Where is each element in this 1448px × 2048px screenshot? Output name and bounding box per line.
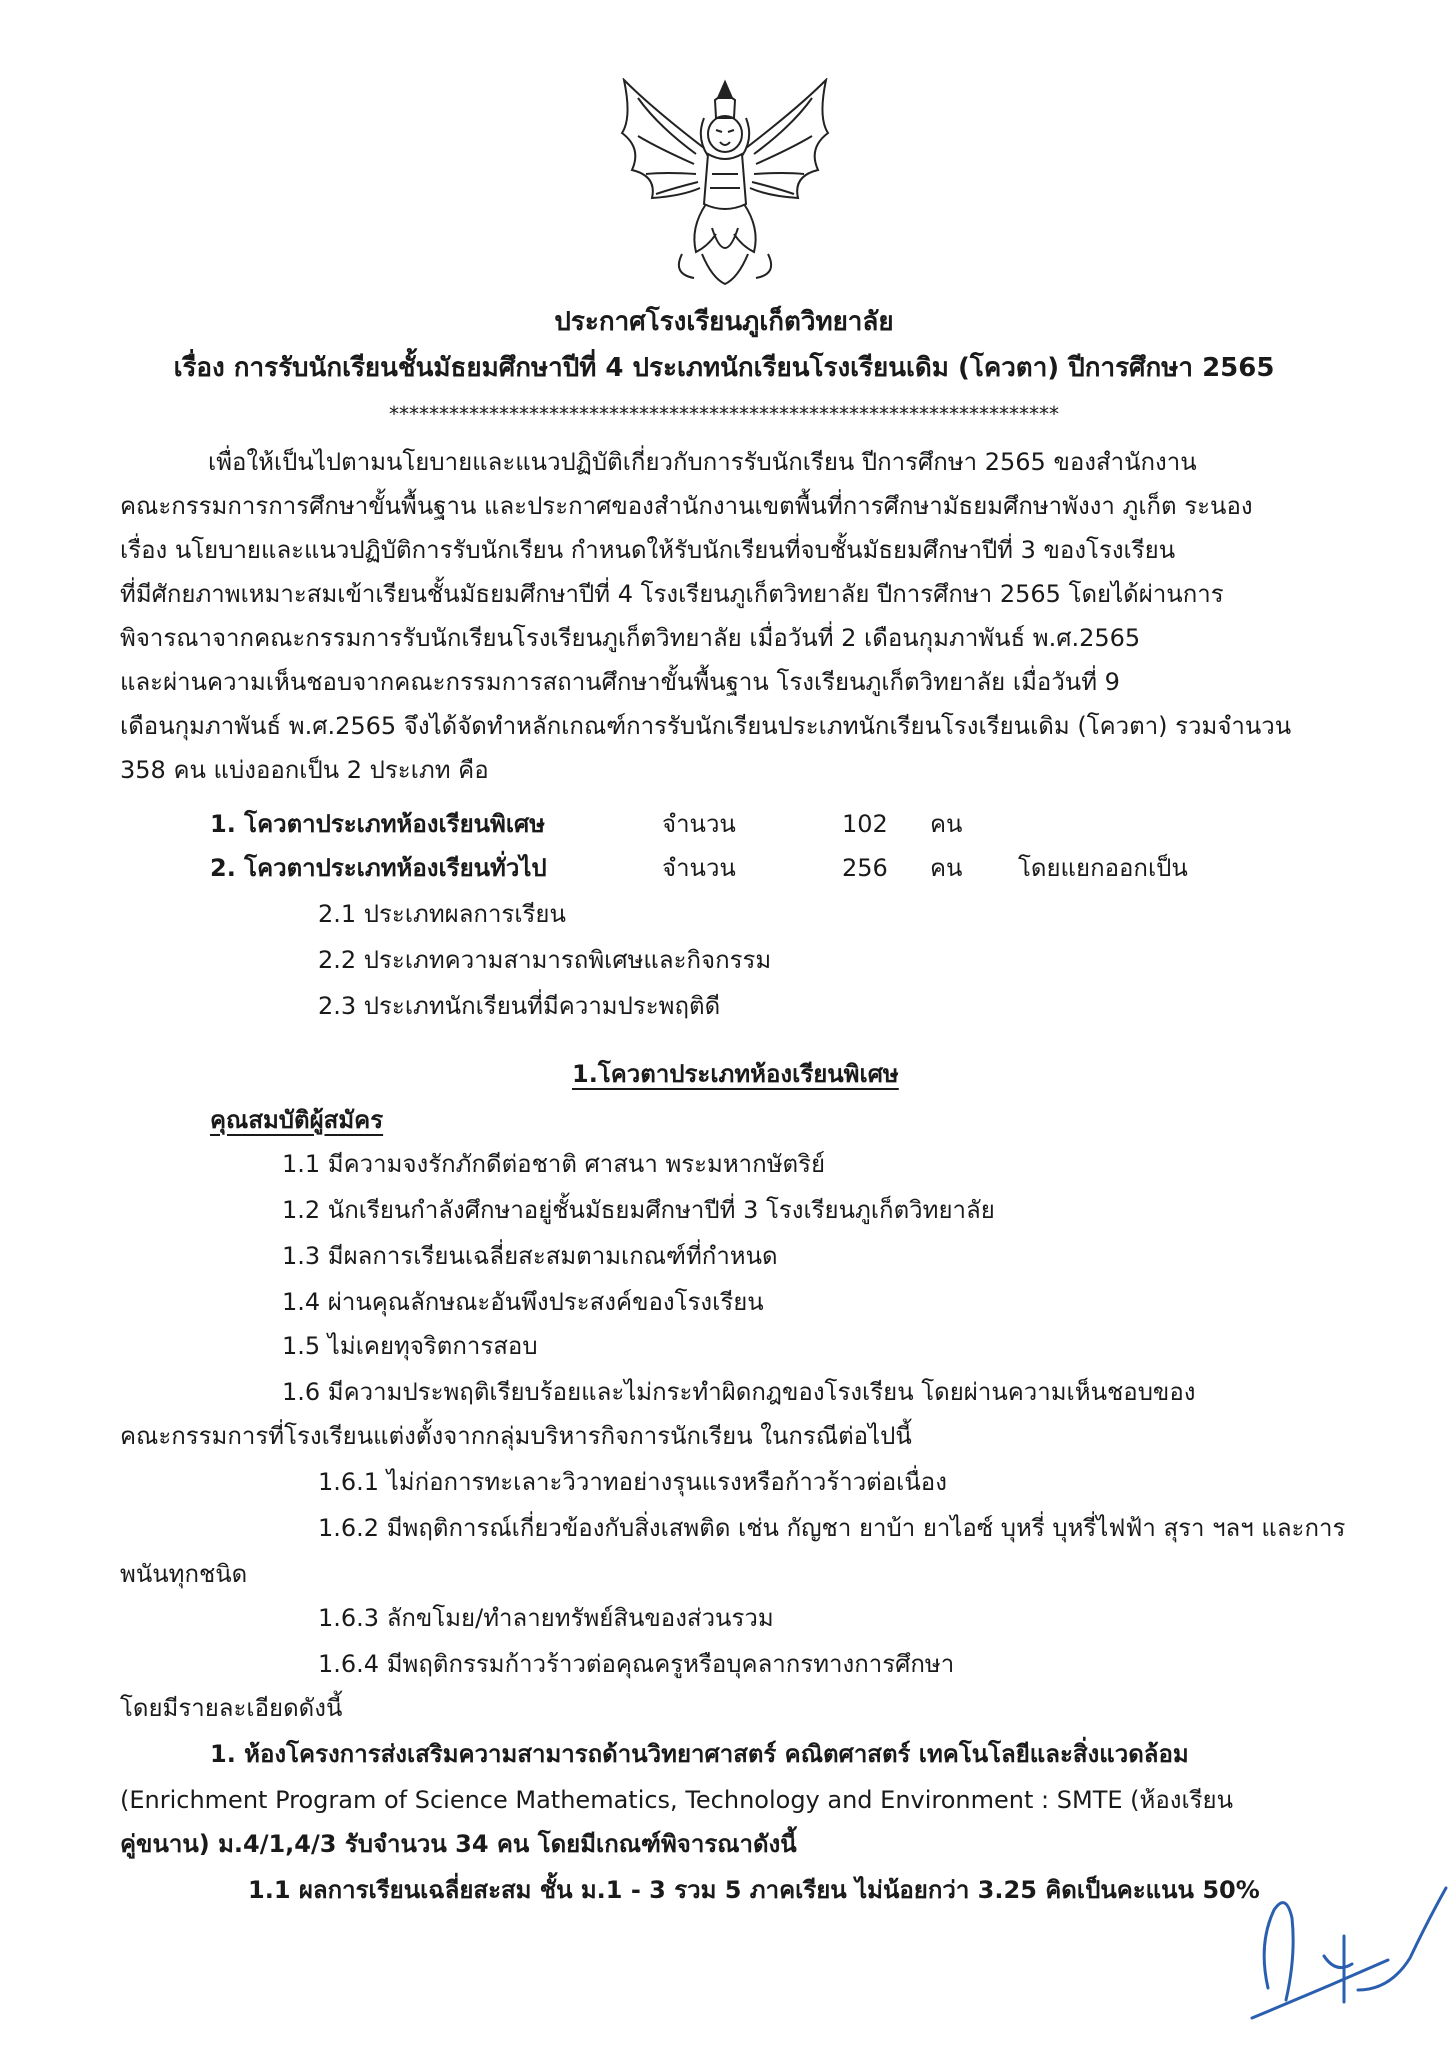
intro-line: เพื่อให้เป็นไปตามนโยบายและแนวปฏิบัติเกี่ยวกับการรับนักเรียน ปีการศึกษา 2565 ของสำนักงาน [208, 448, 1197, 476]
program-line: 1. ห้องโครงการส่งเสริมความสามารถด้านวิทยาศาสตร์ คณิตศาสตร์ เทคโนโลยีและสิ่งแวดล้อม [210, 1740, 1189, 1768]
intro-line: และผ่านความเห็นชอบจากคณะกรรมการสถานศึกษาขั้นพื้นฐาน โรงเรียนภูเก็ตวิทยาลัย เมื่อวันที่ 9 [120, 668, 1120, 696]
quota-count: 102 [842, 810, 888, 838]
intro-line: เรื่อง นโยบายและแนวปฏิบัติการรับนักเรียน กำหนดให้รับนักเรียนที่จบชั้นมัธยมศึกษาปีที่ 3 ของโรงเรียน [120, 536, 1176, 564]
garuda-emblem-icon [612, 78, 838, 288]
signature-mark [1240, 1840, 1448, 2048]
quota-count-label: จำนวน [662, 810, 736, 838]
quota-name: 2. โควตาประเภทห้องเรียนทั่วไป [210, 854, 547, 882]
qualification-item: 1.3 มีผลการเรียนเฉลี่ยสะสมตามเกณฑ์ที่กำหนด [282, 1242, 778, 1270]
quota-note: โดยแยกออกเป็น [1018, 854, 1188, 882]
separator-line: ******************************************************************* [389, 402, 1059, 426]
qualification-item: 1.5 ไม่เคยทุจริตการสอบ [282, 1332, 538, 1360]
program-criterion: 1.1 ผลการเรียนเฉลี่ยสะสม ชั้น ม.1 - 3 รวม 5 ภาคเรียน ไม่น้อยกว่า 3.25 คิดเป็นคะแนน 50% [248, 1876, 1260, 1904]
qualification-item: 1.4 ผ่านคุณลักษณะอันพึงประสงค์ของโรงเรียน [282, 1288, 764, 1316]
qualification-item: 1.2 นักเรียนกำลังศึกษาอยู่ชั้นมัธยมศึกษาปีที่ 3 โรงเรียนภูเก็ตวิทยาลัย [282, 1196, 995, 1224]
sub-item-continued: พนันทุกชนิด [120, 1560, 248, 1588]
details-intro: โดยมีรายละเอียดดังนี้ [120, 1694, 343, 1722]
qualification-item: 1.1 มีความจงรักภักดีต่อชาติ ศาสนา พระมหากษัตริย์ [282, 1150, 826, 1178]
sub-item: 1.6.1 ไม่ก่อการทะเลาะวิวาทอย่างรุนแรงหรือก้าวร้าวต่อเนื่อง [318, 1468, 947, 1496]
sub-item: 1.6.2 มีพฤติการณ์เกี่ยวข้องกับสิ่งเสพติด เช่น กัญชา ยาบ้า ยาไอซ์ บุหรี่ บุหรี่ไฟฟ้า สุรา ฯลฯ และการ [318, 1514, 1346, 1542]
section-heading: 1.โควตาประเภทห้องเรียนพิเศษ [572, 1060, 899, 1088]
sub-item: 1.6.4 มีพฤติกรรมก้าวร้าวต่อคุณครูหรือบุคลากรทางการศึกษา [318, 1650, 955, 1678]
sub-item: 1.6.3 ลักขโมย/ทำลายทรัพย์สินของส่วนรวม [318, 1604, 774, 1632]
quota-unit: คน [930, 810, 963, 838]
announcement-subject: เรื่อง การรับนักเรียนชั้นมัธยมศึกษาปีที่ 4 ประเภทนักเรียนโรงเรียนเดิม (โควตา) ปีการศึกษา 2565 [173, 353, 1275, 383]
subtype-item: 2.3 ประเภทนักเรียนที่มีความประพฤติดี [318, 992, 721, 1020]
program-line: (Enrichment Program of Science Mathematics, Technology and Environment : SMTE (ห้องเรียน [120, 1786, 1234, 1814]
qualifications-heading: คุณสมบัติผู้สมัคร [210, 1106, 384, 1134]
quota-unit: คน [930, 854, 963, 882]
intro-line: 358 คน แบ่งออกเป็น 2 ประเภท คือ [120, 756, 489, 784]
quota-name: 1. โควตาประเภทห้องเรียนพิเศษ [210, 810, 546, 838]
announcement-title: ประกาศโรงเรียนภูเก็ตวิทยาลัย [554, 307, 894, 337]
quota-count: 256 [842, 854, 888, 882]
qualification-item-1-6-continued: คณะกรรมการที่โรงเรียนแต่งตั้งจากกลุ่มบริหารกิจการนักเรียน ในกรณีต่อไปนี้ [120, 1422, 912, 1450]
intro-line: ที่มีศักยภาพเหมาะสมเข้าเรียนชั้นมัธยมศึกษาปีที่ 4 โรงเรียนภูเก็ตวิทยาลัย ปีการศึกษา 2565 โดยได้ผ่านการ [120, 580, 1224, 608]
quota-count-label: จำนวน [662, 854, 736, 882]
intro-line: คณะกรรมการการศึกษาขั้นพื้นฐาน และประกาศของสำนักงานเขตพื้นที่การศึกษามัธยมศึกษาพังงา ภูเก็ต ระนอง [120, 492, 1253, 520]
subtype-item: 2.1 ประเภทผลการเรียน [318, 900, 566, 928]
subtype-item: 2.2 ประเภทความสามารถพิเศษและกิจกรรม [318, 946, 772, 974]
program-line: คู่ขนาน) ม.4/1,4/3 รับจำนวน 34 คน โดยมีเกณฑ์พิจารณาดังนี้ [120, 1830, 797, 1858]
qualification-item-1-6: 1.6 มีความประพฤติเรียบร้อยและไม่กระทำผิดกฎของโรงเรียน โดยผ่านความเห็นชอบของ [282, 1378, 1196, 1406]
intro-line: พิจารณาจากคณะกรรมการรับนักเรียนโรงเรียนภูเก็ตวิทยาลัย เมื่อวันที่ 2 เดือนกุมภาพันธ์ พ.ศ.2565 [120, 624, 1141, 652]
intro-line: เดือนกุมภาพันธ์ พ.ศ.2565 จึงได้จัดทำหลักเกณฑ์การรับนักเรียนประเภทนักเรียนโรงเรียนเดิม (โควตา) รวมจำนวน [120, 712, 1292, 740]
